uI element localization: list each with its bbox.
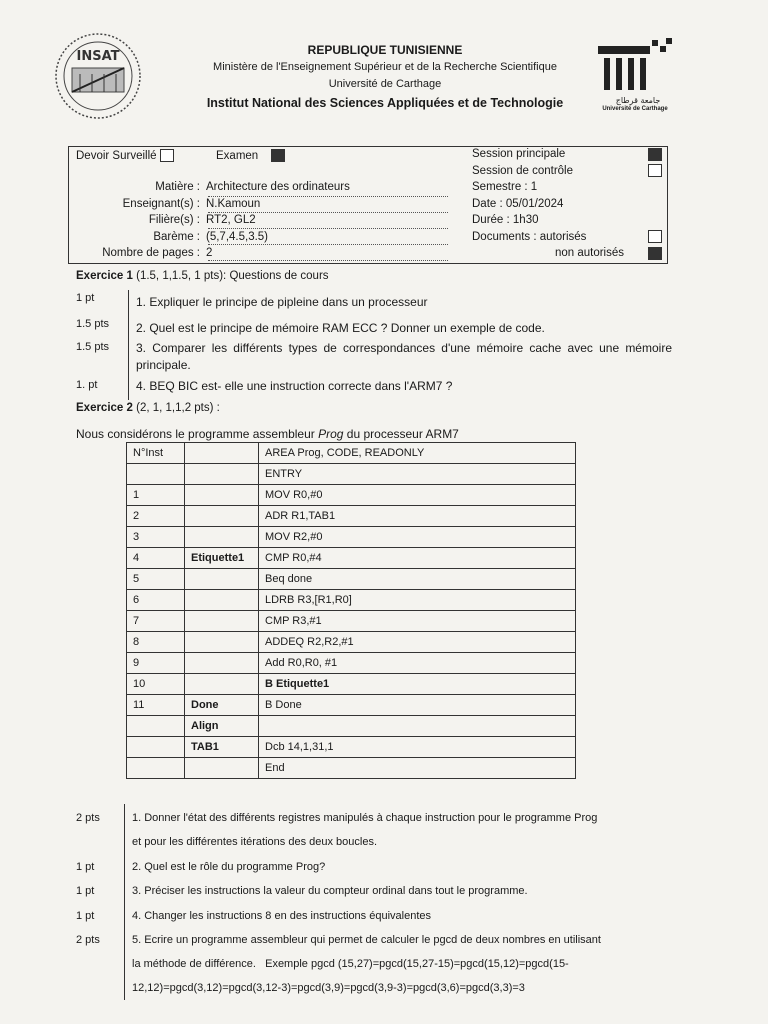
field-label: Enseignant(s) : xyxy=(122,197,200,210)
examen-label: Examen xyxy=(216,150,259,162)
q1-text: 1. Expliquer le principe de pipleine dans un processeur xyxy=(136,295,428,309)
code-cell: Beq done xyxy=(259,569,576,590)
session-principale: Session principale xyxy=(472,148,566,160)
exercice2-title-rest: (2, 1, 1,1,2 pts) : xyxy=(132,402,220,414)
code-cell: End xyxy=(259,758,576,779)
field-underline xyxy=(208,196,448,198)
table-row xyxy=(127,506,576,527)
field-label: Matière : xyxy=(155,181,200,193)
table-row xyxy=(127,716,576,737)
instruction-number-cell: 10 xyxy=(127,674,185,695)
code-cell: B Done xyxy=(259,695,576,716)
e2q5-line2: la méthode de différence. Exemple pgcd (15,27)=pgcd(15,27-15)=pgcd(15,12)=pgcd(15- xyxy=(132,958,569,970)
field-value: N.Kamoun xyxy=(206,197,261,210)
instruction-number-cell: 2 xyxy=(127,506,185,527)
table-row xyxy=(127,653,576,674)
table-row xyxy=(127,485,576,506)
exercice2-title xyxy=(76,402,220,414)
code-cell: LDRB R3,[R1,R0] xyxy=(259,590,576,611)
instruction-number-cell xyxy=(127,737,185,758)
e2q3-points: 1 pt xyxy=(76,885,95,897)
field-underline xyxy=(208,260,448,262)
documents-non-autorises: non autorisés xyxy=(554,247,624,259)
exam-date: Date : 05/01/2024 xyxy=(472,197,564,210)
q3-points: 1.5 pts xyxy=(76,341,110,353)
exercice1-margin-line xyxy=(128,290,129,400)
field-underline xyxy=(208,228,448,230)
instruction-number-cell: 7 xyxy=(127,611,185,632)
exercice1-title-rest: (1.5, 1,1.5, 1 pts): Questions de cours xyxy=(132,270,329,282)
instruction-number-cell xyxy=(127,464,185,485)
table-row xyxy=(127,674,576,695)
exercice1-title xyxy=(76,270,329,282)
table-row xyxy=(127,737,576,758)
label-cell xyxy=(185,464,259,485)
exercice2-title-bold: Exercice 2 xyxy=(76,402,133,414)
non-autorises-checkbox[interactable] xyxy=(648,247,662,260)
intro-prog-name: Prog xyxy=(318,427,344,441)
instruction-number-cell xyxy=(127,758,185,779)
table-row xyxy=(127,695,576,716)
instruction-number-cell: 11 xyxy=(127,695,185,716)
label-cell xyxy=(185,611,259,632)
field-value: RT2, GL2 xyxy=(206,214,256,226)
ministry-title: Ministère de l'Enseignement Supérieur et de la Recherche Scientifique xyxy=(213,61,557,73)
e2q4-text: 4. Changer les instructions 8 en des instructions équivalentes xyxy=(132,910,432,922)
documents-autorises-checkbox[interactable] xyxy=(648,230,662,243)
instruction-number-cell: 1 xyxy=(127,485,185,506)
document-header xyxy=(160,42,610,112)
instruction-number-cell xyxy=(127,716,185,737)
e2q1-points: 2 pts xyxy=(76,812,100,824)
instruction-number-cell: 3 xyxy=(127,527,185,548)
e2q1-text xyxy=(132,810,597,851)
instruction-number-cell: 8 xyxy=(127,632,185,653)
e2q4-points: 1 pt xyxy=(76,910,95,922)
code-cell: CMP R0,#4 xyxy=(259,548,576,569)
q4-points: 1. pt xyxy=(76,379,98,391)
exercice2-margin-line xyxy=(124,804,125,1000)
table-header-cell: N°Inst xyxy=(127,443,185,464)
label-cell xyxy=(185,590,259,611)
exercice1-title-bold: Exercice 1 xyxy=(76,270,133,282)
label-cell xyxy=(185,674,259,695)
code-cell: CMP R3,#1 xyxy=(259,611,576,632)
exam-duration: Durée : 1h30 xyxy=(472,214,539,226)
q2-text: 2. Quel est le principe de mémoire RAM ECC ? Donner un exemple de code. xyxy=(136,321,545,335)
e2q5-line1: 5. Ecrire un programme assembleur qui permet de calculer le pgcd de deux nombres en utilisant xyxy=(132,934,601,946)
program-table xyxy=(126,442,576,779)
session-principale-checkbox[interactable] xyxy=(648,148,662,161)
ucar-logo-arabic: جامعة قرطاج xyxy=(615,96,661,105)
e2q2-points: 1 pt xyxy=(76,861,95,873)
instruction-number-cell: 9 xyxy=(127,653,185,674)
field-value: (5,7,4.5,3.5) xyxy=(206,230,269,243)
table-row xyxy=(127,758,576,779)
label-cell xyxy=(185,758,259,779)
university-title: Université de Carthage xyxy=(328,78,442,90)
ucar-logo xyxy=(590,36,680,120)
intro-text: Nous considérons le programme assembleur xyxy=(76,427,319,441)
devoir-checkbox[interactable] xyxy=(160,149,174,162)
code-cell: MOV R0,#0 xyxy=(259,485,576,506)
table-header-row xyxy=(127,443,576,464)
label-cell xyxy=(185,632,259,653)
label-cell xyxy=(185,485,259,506)
code-cell: ENTRY xyxy=(259,464,576,485)
table-header-cell xyxy=(185,443,259,464)
label-cell xyxy=(185,527,259,548)
country-title: REPUBLIQUE TUNISIENNE xyxy=(307,43,463,57)
label-cell: Align xyxy=(185,716,259,737)
code-cell: ADR R1,TAB1 xyxy=(259,506,576,527)
documents-autorises: Documents : autorisés xyxy=(472,230,587,243)
session-controle-checkbox[interactable] xyxy=(648,164,662,177)
e2q5-line3: 12,12)=pgcd(3,12)=pgcd(3,12-3)=pgcd(3,9)=pgcd(3,9-3)=pgcd(3,6)=pgcd(3,3)=3 xyxy=(132,982,525,994)
info-fields xyxy=(70,179,350,262)
institute-title: Institut National des Sciences Appliquées et de Technologie xyxy=(206,96,564,110)
label-cell xyxy=(185,569,259,590)
label-cell: Done xyxy=(185,695,259,716)
code-cell: ADDEQ R2,R2,#1 xyxy=(259,632,576,653)
table-row xyxy=(127,590,576,611)
table-row xyxy=(127,464,576,485)
e2q5-text xyxy=(132,932,672,997)
instruction-number-cell: 5 xyxy=(127,569,185,590)
field-label: Filière(s) : xyxy=(148,214,200,226)
e2q5-points: 2 pts xyxy=(76,934,100,946)
field-underline xyxy=(208,244,448,246)
devoir-surveille xyxy=(76,148,174,165)
field-value: Architecture des ordinateurs xyxy=(206,181,350,193)
e2q1-line2: et pour les différentes itérations des deux boucles. xyxy=(132,836,378,848)
instruction-number-cell: 4 xyxy=(127,548,185,569)
intro-text-end: du processeur ARM7 xyxy=(343,427,459,441)
label-cell xyxy=(185,506,259,527)
examen-checkbox[interactable] xyxy=(271,149,285,162)
session-info xyxy=(472,146,662,262)
code-cell xyxy=(259,716,576,737)
e2q3-text: 3. Préciser les instructions la valeur du compteur ordinal dans tout le programme. xyxy=(132,885,528,897)
field-label: Barème : xyxy=(153,230,200,243)
code-cell: B Etiquette1 xyxy=(259,674,576,695)
svg-text:INSAT: INSAT xyxy=(76,49,120,64)
table-code-cell xyxy=(259,443,576,464)
label-cell xyxy=(185,653,259,674)
table-row xyxy=(127,632,576,653)
code-cell: MOV R2,#0 xyxy=(259,527,576,548)
q4-text: 4. BEQ BIC est- elle une instruction correcte dans l'ARM7 ? xyxy=(136,379,453,393)
q1-points: 1 pt xyxy=(76,292,95,304)
table-row xyxy=(127,548,576,569)
examen xyxy=(216,148,285,165)
code-cell: Add R0,R0, #1 xyxy=(259,653,576,674)
devoir-label: Devoir Surveillé xyxy=(76,150,157,162)
field-underline xyxy=(208,212,448,214)
instruction-number-cell: 6 xyxy=(127,590,185,611)
code-text: AREA Prog, CODE, READONLY xyxy=(265,447,425,459)
field-label: Nombre de pages : xyxy=(102,247,200,259)
exercice2-intro xyxy=(76,426,459,443)
label-cell: TAB1 xyxy=(185,737,259,758)
e2q1-line1: 1. Donner l'état des différents registres manipulés à chaque instruction pour le programme Prog xyxy=(132,812,598,824)
session-controle: Session de contrôle xyxy=(472,164,574,177)
ucar-logo-text: Université de Carthage xyxy=(602,106,668,112)
table-row xyxy=(127,527,576,548)
table-row xyxy=(127,569,576,590)
insat-logo xyxy=(52,30,144,122)
table-row xyxy=(127,611,576,632)
e2q2-text: 2. Quel est le rôle du programme Prog? xyxy=(132,861,326,873)
code-cell: Dcb 14,1,31,1 xyxy=(259,737,576,758)
semestre: Semestre : 1 xyxy=(472,181,538,193)
q3-text: 3. Comparer les différents types de correspondances d'une mémoire cache avec une mémoire principale. xyxy=(136,341,672,372)
q2-points: 1.5 pts xyxy=(76,318,110,330)
field-value: 2 xyxy=(206,247,213,259)
label-cell: Etiquette1 xyxy=(185,548,259,569)
